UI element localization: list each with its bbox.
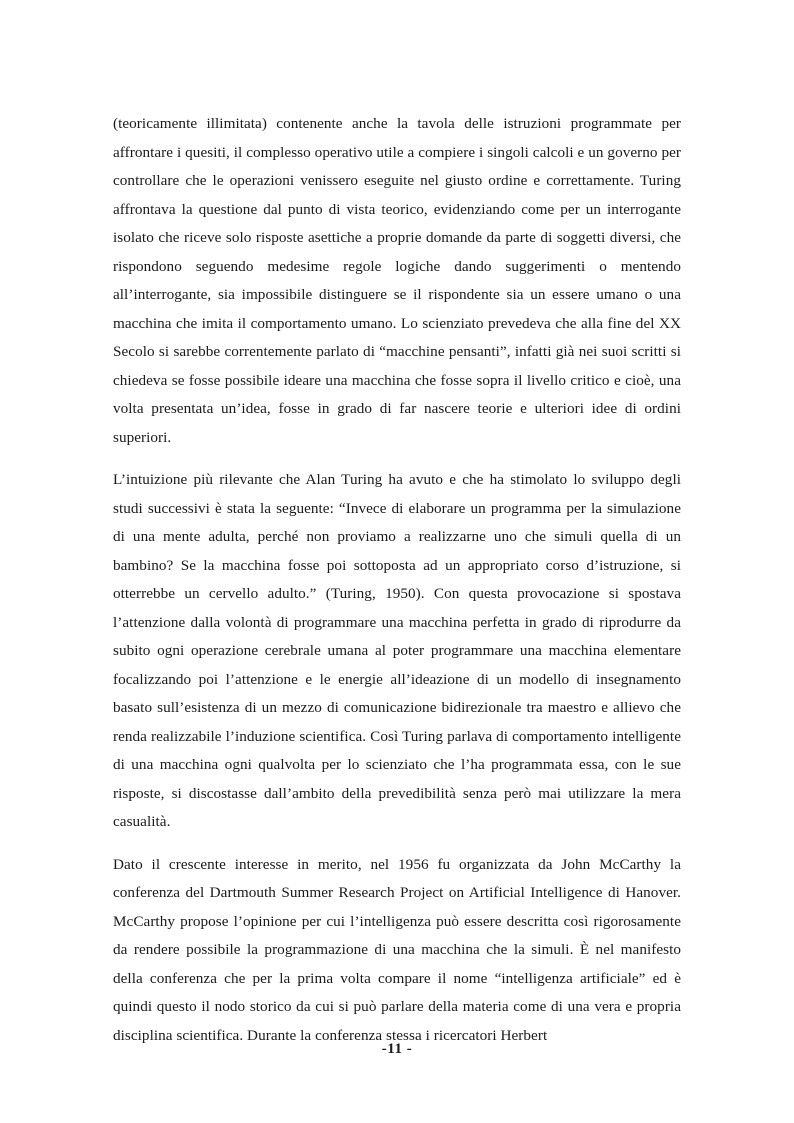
paragraph-turing-test: (teoricamente illimitata) contenente anche la tavola delle istruzioni programmate per affrontare i quesiti, il complesso operativo utile a compiere i singoli calcoli e un governo per controllare che le operazioni venissero eseguite nel giusto ordine e correttamente. Turing affrontava la questione dal punto di vista teorico, evidenziando come per un interrogante isolato che riceve solo risposte asettiche a proprie domande da parte di soggetti diversi, che rispondono seguendo medesime regole logiche dando suggerimenti o mentendo all’interrogante, sia impossibile distinguere se il rispondente sia un essere umano o una macchina che imita il comportamento umano. Lo scienziato prevedeva che alla fine del XX Secolo si sarebbe correntemente parlato di “macchine pensanti”, infatti già nei suoi scritti si chiedeva se fosse possibile ideare una macchina che fosse sopra il livello critico e cioè, una volta presentata un’idea, fosse in grado di far nascere teorie e ulteriori idee di ordini superiori.	[113, 115, 681, 446]
page-number: -11 -	[381, 1041, 413, 1057]
page-body	[113, 110, 681, 1064]
paragraph-dartmouth-conference: Dato il crescente interesse in merito, nel 1956 fu organizzata da John McCarthy la conferenza del Dartmouth Summer Research Project on Artificial Intelligence di Hanover. McCarthy propose l’opinione per cui l’intelligenza può essere descritta così rigorosamente da rendere possibile la programmazione di una macchina che la simuli. È nel manifesto della conferenza che per la prima volta compare il nome “intelligenza artificiale” ed è quindi questo il nodo storico da cui si può parlare della materia come di una vera e propria disciplina scientifica. Durante la conferenza stessa i ricercatori Herbert	[113, 855, 681, 1044]
paragraph-turing-intuition: L’intuizione più rilevante che Alan Turing ha avuto e che ha stimolato lo sviluppo degli studi successivi è stata la seguente: “Invece di elaborare un programma per la simulazione di una mente adulta, perché non proviamo a realizzarne uno che simuli quella di un bambino? Se la macchina fosse poi sottoposta ad un appropriato corso d’istruzione, si otterrebbe un cervello adulto.” (Turing, 1950). Con questa provocazione si spostava l’attenzione dalla volontà di programmare una macchina perfetta in grado di riprodurre da subito ogni operazione cerebrale umana al poter programmare una macchina elementare focalizzando poi l’attenzione e le energie all’ideazione di un modello di insegnamento basato sull’esistenza di un mezzo di comunicazione bidirezionale tra maestro e allievo che renda realizzabile l’induzione scientifica. Così Turing parlava di comportamento intelligente di una macchina ogni qualvolta per lo scienziato che l’ha programmata essa, con le sue risposte, si discostasse dall’ambito della prevedibilità senza però mai utilizzare la mera casualità.	[113, 471, 681, 830]
